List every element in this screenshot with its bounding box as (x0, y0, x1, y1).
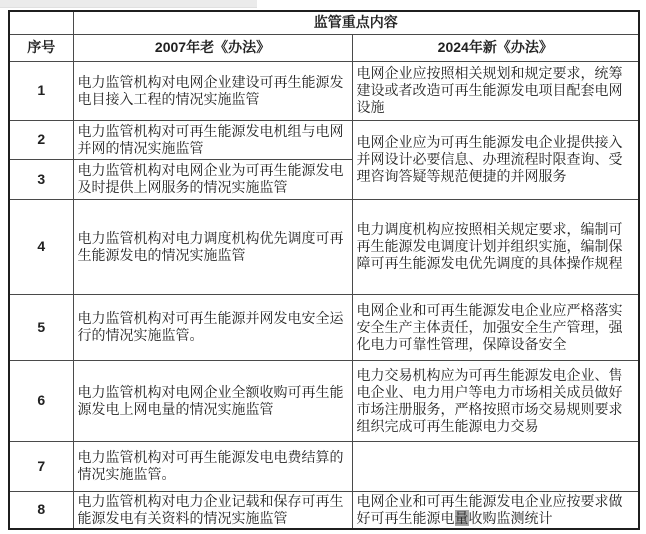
row-old-measure: 电力监管机构对电力企业记载和保存可再生能源发电有关资料的情况实施监管 (73, 491, 352, 529)
table-header-row (9, 34, 639, 61)
row-old-measure: 电力监管机构对可再生能源发电电费结算的情况实施监管。 (73, 441, 352, 491)
row-seq: 3 (9, 159, 73, 199)
row-new-measure-empty (352, 441, 639, 491)
row-new-measure: 电力调度机构应按照相关规定要求，编制可再生能源发电调度计划并组织实施，编制保障可再生能源发电优先调度的具体操作规程 (352, 199, 639, 294)
table-title: 监管重点内容 (73, 11, 639, 34)
table-row (9, 491, 639, 529)
table-row (9, 199, 639, 294)
row-seq: 6 (9, 360, 73, 441)
highlighted-character: 量 (454, 509, 469, 526)
row-new-measure (352, 491, 639, 529)
table-row (9, 441, 639, 491)
title-row-empty-cell (9, 11, 73, 34)
table-title-row (9, 11, 639, 34)
cropped-toolbar-artifact (0, 0, 257, 8)
regulation-comparison-table (8, 10, 640, 530)
table-row (9, 61, 639, 120)
row-seq: 4 (9, 199, 73, 294)
row-seq: 2 (9, 120, 73, 159)
row-old-measure: 电力监管机构对电力调度机构优先调度可再生能源发电的情况实施监管 (73, 199, 352, 294)
row-old-measure: 电力监管机构对电网企业建设可再生能源发电目接入工程的情况实施监管 (73, 61, 352, 120)
row-new-measure: 电力交易机构应为可再生能源发电企业、售电企业、电力用户等电力市场相关成员做好市场注册服务，严格按照市场交易规则要求组织完成可再生能源电力交易 (352, 360, 639, 441)
table-row (9, 360, 639, 441)
column-header-seq: 序号 (9, 34, 73, 61)
row-new-measure: 电网企业和可再生能源发电企业应严格落实安全生产主体责任，加强安全生产管理，强化电力可靠性管理，保障设备安全 (352, 294, 639, 360)
row-seq: 7 (9, 441, 73, 491)
row-old-measure: 电力监管机构对电网企业全额收购可再生能源发电上网电量的情况实施监管 (73, 360, 352, 441)
row-old-measure: 电力监管机构对可再生能源并网发电安全运行的情况实施监管。 (73, 294, 352, 360)
row-old-measure: 电力监管机构对电网企业为可再生能源发电及时提供上网服务的情况实施监管 (73, 159, 352, 199)
column-header-new: 2024年新《办法》 (352, 34, 639, 61)
row-old-measure: 电力监管机构对可再生能源发电机组与电网并网的情况实施监管 (73, 120, 352, 159)
column-header-old: 2007年老《办法》 (73, 34, 352, 61)
row-new-measure-merged: 电网企业应为可再生能源发电企业提供接入并网设计必要信息、办理流程时限查询、受理咨询答疑等规范便捷的并网服务 (352, 120, 639, 199)
row-seq: 1 (9, 61, 73, 120)
row-seq: 8 (9, 491, 73, 529)
row-new-text-pre: 电网企业和可再生能源发电企业应按要求做好可再生能源电 (356, 492, 623, 526)
row-seq: 5 (9, 294, 73, 360)
row-new-text-post: 收购监测统计 (468, 509, 553, 526)
table-row (9, 294, 639, 360)
row-new-measure: 电网企业应按照相关规划和规定要求，统筹建设或者改造可再生能源发电项目配套电网设施 (352, 61, 639, 120)
table-row (9, 120, 639, 159)
